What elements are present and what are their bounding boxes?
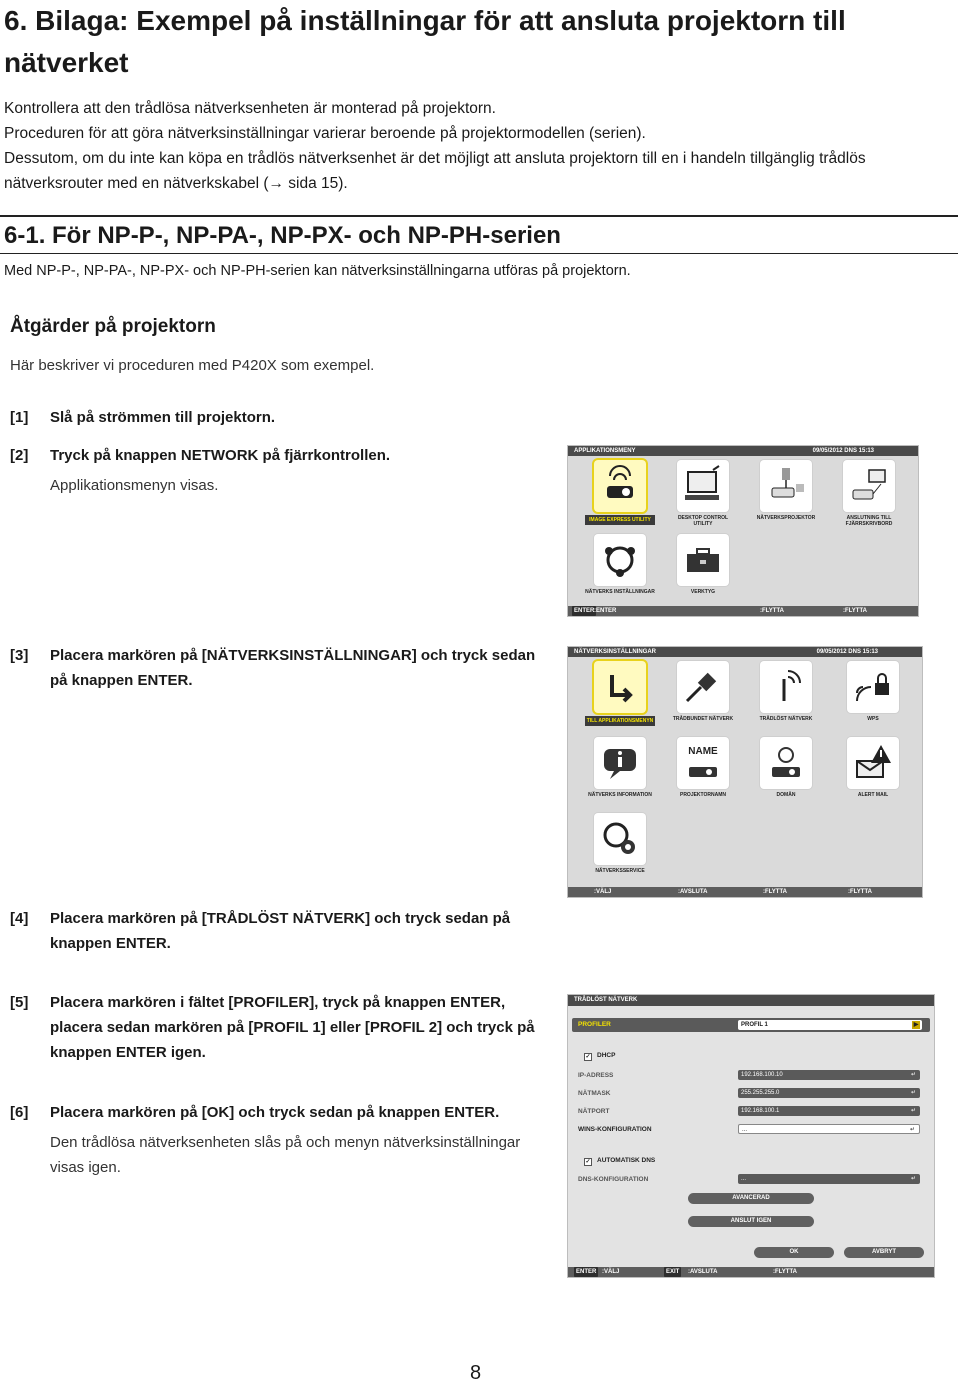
step-number: [1] [10, 409, 29, 426]
screen-footer [568, 887, 922, 897]
cancel-button[interactable]: AVBRYT [844, 1247, 924, 1258]
step-number: [2] [10, 447, 29, 464]
screen-title: NÄTVERKSINSTÄLLNINGAR [574, 649, 656, 655]
step-1 [10, 405, 550, 430]
step-6 [10, 1100, 540, 1180]
cable-plug-icon [677, 661, 729, 713]
wins-value: ... [742, 1127, 748, 1133]
antenna-icon [760, 661, 812, 713]
tile-label: WPS [867, 716, 879, 722]
wired-lan-tile[interactable] [677, 661, 729, 713]
profiles-row[interactable] [572, 1018, 930, 1032]
profiles-label: PROFILER [578, 1021, 611, 1028]
projector-name-tile[interactable] [677, 737, 729, 789]
screen-footer [568, 1267, 934, 1277]
checkbox-icon: ✓ [585, 1159, 591, 1165]
dns-value: ... [741, 1176, 747, 1182]
tile-label: DOMÄN [776, 792, 796, 798]
wins-field[interactable] [738, 1124, 920, 1134]
step-note: Den trådlösa nätverksenheten slås på och menyn nätverksinställningar visas igen. [50, 1134, 521, 1176]
network-projector-tile[interactable] [760, 460, 812, 512]
name-tag-icon [677, 737, 729, 789]
name-label: NAME [688, 746, 718, 757]
back-to-app-menu-tile[interactable] [594, 661, 646, 713]
screen-titlebar [568, 446, 918, 456]
footer-hint: :FLYTTA [773, 1269, 797, 1275]
toolbox-icon [677, 534, 729, 586]
intro-text [4, 96, 959, 196]
enter-return-icon: ↵ [910, 1072, 916, 1078]
profile-value: PROFIL 1 [741, 1022, 768, 1028]
gateway-field[interactable] [738, 1106, 920, 1116]
ip-address-field[interactable] [738, 1070, 920, 1080]
ip-label: IP-ADRESS [578, 1072, 614, 1079]
divider-bottom [0, 253, 958, 254]
intro-line-2: Proceduren för att göra nätverksinställningar varierar beroende på projektormodellen (serien). [4, 125, 646, 142]
dropdown-arrow-icon: ▶ [913, 1022, 919, 1028]
exit-key-icon: EXIT [666, 1269, 680, 1275]
auto-dns-label: AUTOMATISK DNS [597, 1157, 656, 1164]
screen-datetime: 09/05/2012 DNS 15:13 [812, 448, 874, 454]
footer-hint: :FLYTTA [843, 608, 867, 614]
screen-footer [568, 606, 918, 616]
footer-hint: :AVSLUTA [678, 889, 708, 895]
enter-key-icon: ENTER [576, 1269, 597, 1275]
screen-title: TRÅDLÖST NÄTVERK [574, 997, 638, 1003]
section-subtitle: Med NP-P-, NP-PA-, NP-PX- och NP-PH-serien kan nätverksinställningarna utföras på projektorn. [4, 263, 631, 279]
monitor-icon [677, 460, 729, 512]
screen-datetime: 09/05/2012 DNS 15:13 [816, 649, 878, 655]
page-heading: 6. Bilaga: Exempel på inställningar för att ansluta projektorn till nätverket [4, 5, 846, 78]
tile-label: DESKTOP CONTROL UTILITY [677, 515, 729, 527]
tile-label: IMAGE EXPRESS UTILITY [585, 515, 655, 525]
tile-label: NÄTVERKS INSTÄLLNINGAR [585, 589, 655, 595]
profile-select[interactable] [738, 1020, 922, 1030]
enter-return-icon: ↵ [910, 1090, 916, 1096]
tile-label: ANSLUTNING TILL FJÄRRSKRIVBORD [845, 515, 893, 527]
tile-label: NÄTVERKSPROJEKTOR [756, 515, 816, 521]
gateway-value: 192.168.100.1 [741, 1108, 780, 1114]
tile-label: ALERT MAIL [857, 792, 889, 798]
auto-dns-checkbox[interactable] [584, 1157, 655, 1166]
wps-lock-icon [847, 661, 899, 713]
screen-titlebar [568, 647, 922, 657]
mask-value: 255.255.255.0 [741, 1090, 780, 1096]
footer-hint: :FLYTTA [848, 889, 872, 895]
footer-hint: :VÄLJ [594, 889, 612, 895]
step-text: Placera markören på [NÄTVERKSINSTÄLLNINGAR] och tryck sedan på knappen ENTER. [50, 647, 536, 689]
enter-key-icon: ENTER [574, 608, 595, 614]
dns-label: DNS-KONFIGURATION [578, 1176, 649, 1183]
advanced-button[interactable]: AVANCERAD [688, 1193, 814, 1204]
image-express-tile[interactable] [594, 460, 646, 512]
tile-label: NÄTVERKS INFORMATION [588, 792, 652, 798]
step-text: Placera markören i fältet [PROFILER], tryck på knappen ENTER, placera sedan markören på [PROFIL 1] eller [PROFIL 2] och tryck på knappen ENTER igen. [50, 994, 535, 1061]
step-4 [10, 906, 540, 956]
tile-label: NÄTVERKSSERVICE [595, 868, 645, 874]
return-arrow-icon [594, 661, 646, 713]
remote-desktop-tile[interactable] [843, 460, 895, 512]
footer-hint: :AVSLUTA [688, 1269, 718, 1275]
ip-value: 192.168.100.10 [741, 1072, 783, 1078]
subheading: Åtgärder på projektorn [10, 316, 216, 337]
footer-hint: :ENTER [594, 608, 617, 614]
wireless-lan-screen [567, 994, 935, 1278]
step-5 [10, 990, 540, 1065]
tools-tile[interactable] [677, 534, 729, 586]
alert-mail-icon [847, 737, 899, 789]
info-icon [594, 737, 646, 789]
enter-return-icon: ↵ [910, 1108, 916, 1114]
checkbox-icon: ✓ [585, 1054, 591, 1060]
step-text: Placera markören på [TRÅDLÖST NÄTVERK] och tryck sedan på knappen ENTER. [50, 910, 511, 952]
dns-field[interactable] [738, 1174, 920, 1184]
step-text: Tryck på knappen NETWORK på fjärrkontrollen. [50, 447, 391, 464]
divider-top [0, 215, 958, 217]
step-2 [10, 443, 550, 498]
step-number: [3] [10, 647, 29, 664]
network-projector-icon [760, 460, 812, 512]
alert-mail-tile[interactable] [847, 737, 899, 789]
section-title: 6-1. För NP-P-, NP-PA-, NP-PX- och NP-PH-serien [4, 222, 561, 249]
application-menu-screen [567, 445, 919, 617]
footer-hint: :FLYTTA [763, 889, 787, 895]
tile-label: TILL APPLIKATIONSMENYN [586, 718, 654, 724]
step-note: Applikationsmenyn visas. [50, 477, 219, 494]
step-number: [6] [10, 1104, 29, 1121]
projector-wireless-icon [594, 460, 646, 512]
step-text: Placera markören på [OK] och tryck sedan på knappen ENTER. [50, 1104, 500, 1121]
reconnect-button[interactable]: ANSLUT IGEN [688, 1216, 814, 1227]
enter-return-icon: ↵ [910, 1176, 916, 1182]
step-text: Slå på strömmen till projektorn. [50, 409, 276, 426]
network-service-tile[interactable] [594, 813, 646, 865]
intro-line-3: Dessutom, om du inte kan köpa en trådlös nätverksenhet är det möjligt att ansluta projektorn till en i handeln tillgänglig trådlös nätverksrouter med en nätverkskabel (→ sida 15). [4, 150, 866, 192]
network-settings-tile[interactable] [594, 534, 646, 586]
network-info-tile[interactable] [594, 737, 646, 789]
screen-title: APPLIKATIONSMENY [574, 448, 636, 454]
footer-hint: :FLYTTA [760, 608, 784, 614]
tile-label: VERKTYG [690, 589, 716, 595]
wireless-lan-tile[interactable] [760, 661, 812, 713]
step-number: [5] [10, 994, 29, 1011]
desktop-control-tile[interactable] [677, 460, 729, 512]
intro-paragraph: Här beskriver vi proceduren med P420X som exempel. [10, 357, 375, 374]
gateway-label: NÄTPORT [578, 1108, 610, 1115]
tile-label: PROJEKTORNAMN [679, 792, 727, 798]
remote-desktop-icon [843, 460, 895, 512]
tile-label: TRÅDLÖST NÄTVERK [759, 716, 813, 722]
wins-label: WINS-KONFIGURATION [578, 1126, 652, 1133]
dhcp-checkbox[interactable] [584, 1052, 615, 1061]
tile-label: TRÅDBUNDET NÄTVERK [672, 716, 734, 722]
step-3 [10, 643, 540, 693]
enter-return-icon: ↵ [909, 1127, 915, 1133]
network-settings-screen [567, 646, 923, 898]
screen-titlebar [568, 995, 934, 1006]
step-number: [4] [10, 910, 29, 927]
intro-line-1: Kontrollera att den trådlösa nätverksenheten är monterad på projektorn. [4, 100, 496, 117]
footer-hint: :VÄLJ [602, 1269, 620, 1275]
domain-icon [760, 737, 812, 789]
wps-tile[interactable] [847, 661, 899, 713]
network-gear-icon [594, 813, 646, 865]
subnet-mask-field[interactable] [738, 1088, 920, 1098]
mask-label: NÄTMASK [578, 1090, 611, 1097]
page-number: 8 [470, 1362, 482, 1384]
domain-tile[interactable] [760, 737, 812, 789]
network-nodes-icon [594, 534, 646, 586]
dhcp-label: DHCP [597, 1052, 616, 1059]
ok-button[interactable]: OK [754, 1247, 834, 1258]
